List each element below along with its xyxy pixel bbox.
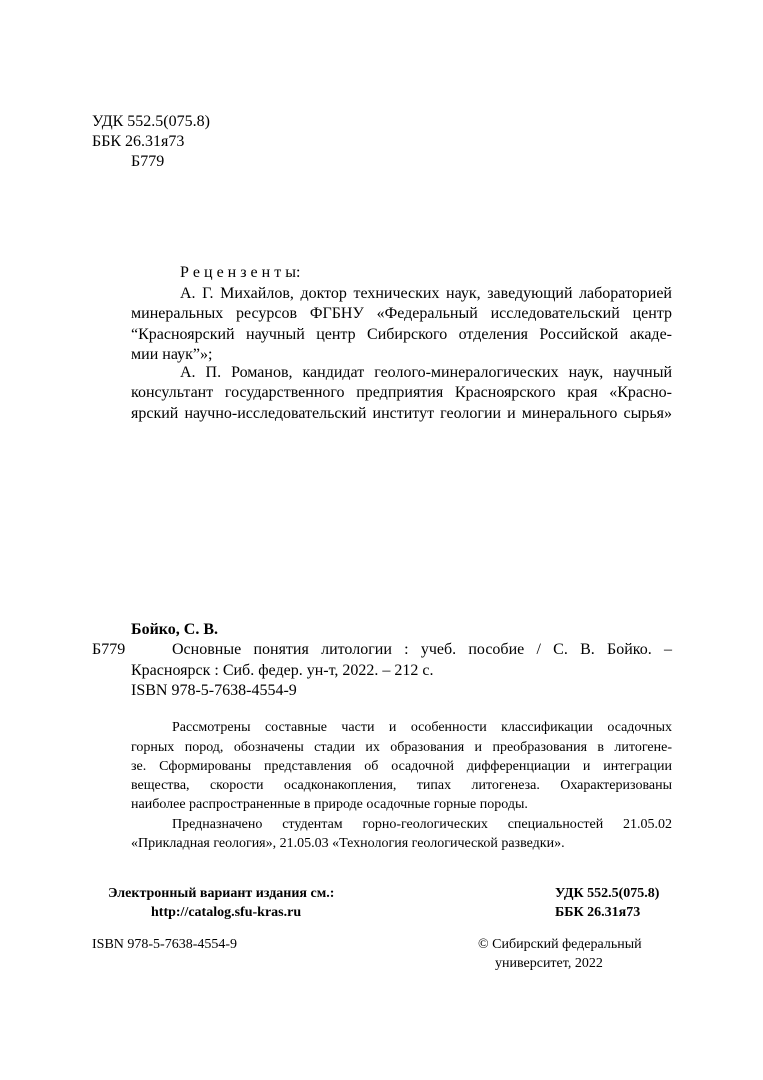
abstract-line: горных пород, обозначены стадии их образования и преобразования в литогене- (131, 740, 672, 755)
abstract-line: «Прикладная геология», 21.05.03 «Технология геологической разведки». (131, 836, 565, 851)
reviewers-heading: Р е ц е н з е н т ы: (180, 264, 301, 281)
abstract-line: Предназначено студентам горно-геологических специальностей 21.05.02 (172, 817, 672, 832)
catalog-imprint-line: Красноярск : Сиб. федер. ун-т, 2022. – 212 с. (131, 662, 434, 679)
abstract-line: зе. Сформированы представления об осадочной дифференциации и интеграции (131, 759, 672, 774)
reviewer-line: А. П. Романов, кандидат геолого-минералогических наук, научный (180, 364, 672, 381)
reviewer-line: А. Г. Михайлов, доктор технических наук, заведующий лабораторией (180, 285, 672, 302)
abstract-line: наиболее распространенные в природе осадочные горные породы. (131, 797, 528, 812)
author-mark: Б779 (131, 153, 165, 170)
catalog-author: Бойко, С. В. (131, 621, 219, 638)
reviewer-line: “Красноярский научный центр Сибирского отделения Российской акаде- (131, 326, 672, 343)
catalog-isbn-line: ISBN 978-5-7638-4554-9 (131, 682, 297, 699)
footer-bbk: ББК 26.31я73 (555, 905, 641, 920)
reviewer-line: минеральных ресурсов ФГБНУ «Федеральный исследовательский центр (131, 305, 672, 322)
bbk-code: ББК 26.31я73 (92, 133, 185, 150)
electronic-version-label: Электронный вариант издания см.: (108, 886, 335, 901)
abstract-line: Рассмотрены составные части и особенности классификации осадочных (172, 720, 672, 735)
electronic-version-url[interactable]: http://catalog.sfu-kras.ru (151, 905, 302, 920)
reviewer-line: консультант государственного предприятия Красноярского края «Красно- (131, 384, 672, 401)
catalog-mark: Б779 (92, 641, 126, 658)
footer-udk: УДК 552.5(075.8) (555, 886, 660, 901)
abstract-line: вещества, скорости осадконакопления, типах литогенеза. Охарактеризованы (131, 778, 672, 793)
reviewer-line: мии наук”»; (131, 346, 213, 363)
udk-code: УДК 552.5(075.8) (92, 113, 210, 130)
copyright-line: © Сибирский федеральный (478, 937, 642, 952)
copyright-line: университет, 2022 (495, 956, 603, 971)
reviewer-line: ярский научно-исследовательский институт геологии и минерального сырья» (131, 405, 672, 422)
footer-isbn: ISBN 978-5-7638-4554-9 (92, 937, 238, 952)
catalog-title-line: Основные понятия литологии : учеб. пособие / С. В. Бойко. – (172, 641, 672, 658)
